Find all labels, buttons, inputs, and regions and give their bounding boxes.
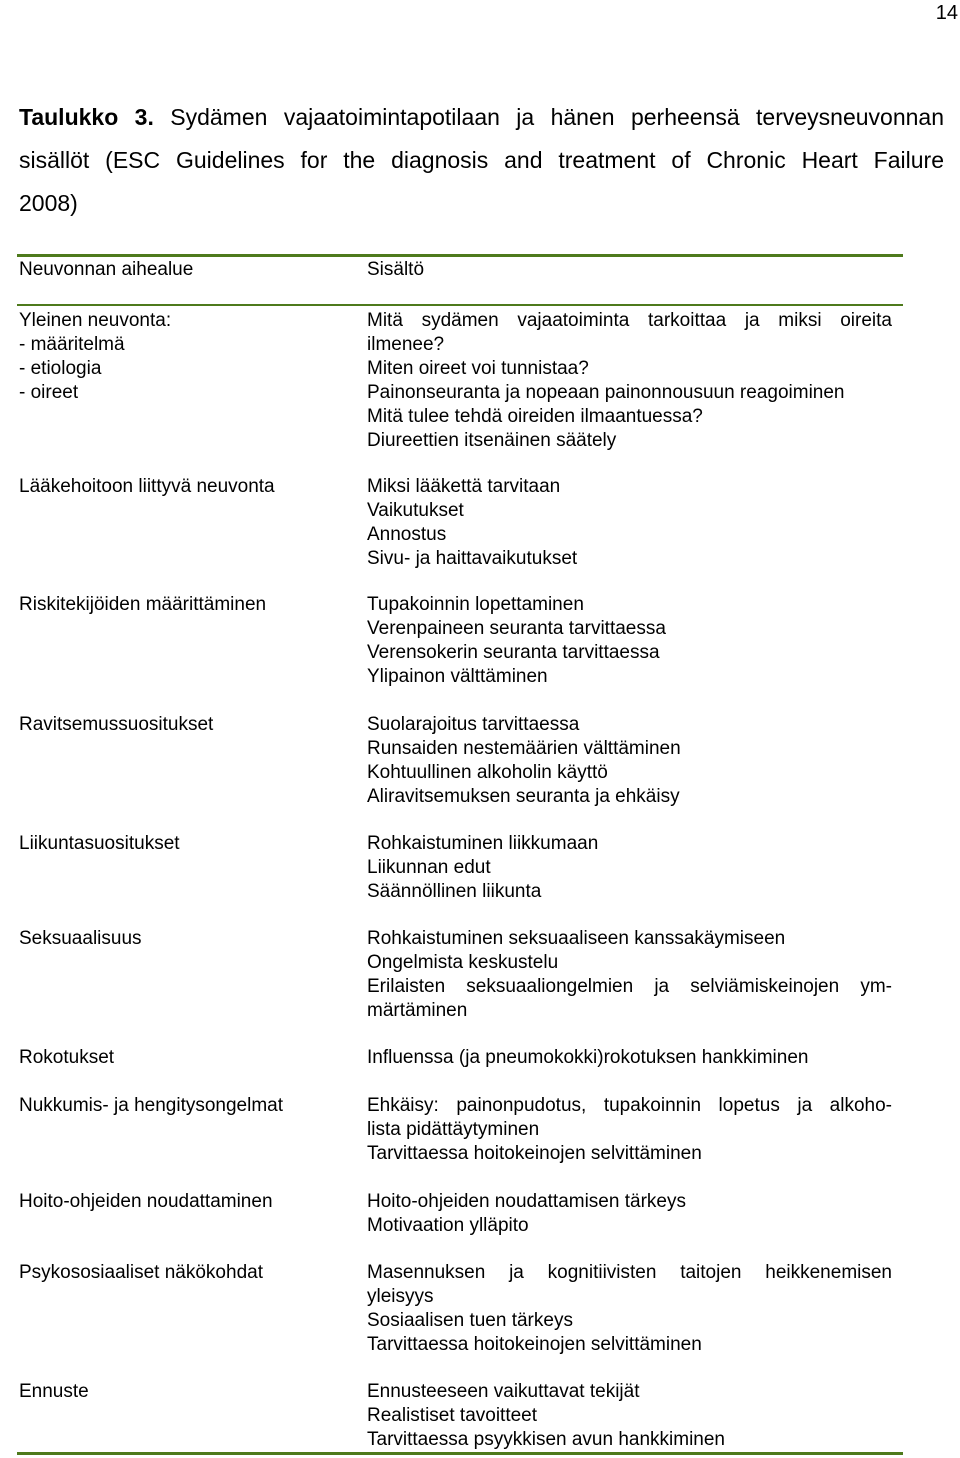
row-content [367, 713, 892, 809]
content-line: Annostus [367, 524, 447, 545]
content-line: Diureettien itsenäinen säätely [367, 430, 617, 451]
content-line: Tupakoinnin lopettaminen [367, 594, 584, 615]
row-topic [19, 1190, 349, 1214]
content-line: Säännöllinen liikunta [367, 881, 542, 902]
row-content [367, 1190, 892, 1238]
content-line: Tarvittaessa psyykkisen avun hankkiminen [367, 1429, 726, 1450]
content-line: Vaikutukset [367, 500, 464, 521]
content-line: Kohtuullinen alkoholin käyttö [367, 762, 608, 783]
row-content [367, 309, 892, 453]
page-number: 14 [935, 2, 958, 24]
row-topic [19, 309, 349, 405]
topic-line: Seksuaalisuus [19, 928, 142, 949]
topic-line: Nukkumis- ja hengitysongelmat [19, 1095, 284, 1116]
table-caption [19, 96, 944, 182]
content-line: Verenpaineen seuranta tarvittaessa [367, 618, 666, 639]
content-line: Hoito-ohjeiden noudattamisen tärkeys [367, 1191, 686, 1212]
content-line: Liikunnan edut [367, 857, 491, 878]
topic-line: - oireet [19, 382, 79, 403]
content-line: Ongelmista keskustelu [367, 952, 559, 973]
caption-title-line3: 2008) [19, 190, 78, 216]
content-line: Erilaisten seksuaaliongelmien ja selviämiskeinojen ym- [367, 976, 892, 997]
caption-label: Taulukko 3. [19, 104, 154, 130]
content-line: Mitä sydämen vajaatoiminta tarkoittaa ja miksi oireita [367, 310, 892, 331]
content-line: lista pidättäytyminen [367, 1119, 540, 1140]
topic-line: Psykososiaaliset näkökohdat [19, 1262, 263, 1283]
row-topic [19, 593, 349, 617]
table-header-row [0, 257, 960, 303]
content-line: Sosiaalisen tuen tärkeys [367, 1310, 573, 1331]
table-bottom-rule [17, 1452, 903, 1455]
content-line: Suolarajoitus tarvittaessa [367, 714, 580, 735]
content-line: Ylipainon välttäminen [367, 666, 548, 687]
content-line: Painonseuranta ja nopeaan painonnousuun reagoiminen [367, 382, 845, 403]
topic-line: Hoito-ohjeiden noudattaminen [19, 1191, 273, 1212]
row-content [367, 927, 892, 1023]
header-topic: Neuvonnan aihealue [19, 259, 194, 280]
content-line: Verensokerin seuranta tarvittaessa [367, 642, 660, 663]
content-line: ilmenee? [367, 334, 445, 355]
topic-line: Rokotukset [19, 1047, 115, 1068]
content-line: yleisyys [367, 1286, 434, 1307]
content-line: märtäminen [367, 1000, 468, 1021]
caption-title-line1: Sydämen vajaatoimintapotilaan ja hänen perheensä terveysneuvonnan [170, 104, 945, 130]
row-topic [19, 713, 349, 737]
content-line: Aliravitsemuksen seuranta ja ehkäisy [367, 786, 680, 807]
row-content [367, 832, 892, 904]
row-content [367, 593, 892, 689]
content-line: Ennusteeseen vaikuttavat tekijät [367, 1381, 640, 1402]
row-topic [19, 1261, 349, 1285]
row-content [367, 1380, 892, 1452]
row-content [367, 1094, 892, 1166]
row-topic [19, 1046, 349, 1070]
topic-line: Riskitekijöiden määrittäminen [19, 594, 267, 615]
row-content [367, 475, 892, 571]
row-content [367, 1046, 892, 1070]
content-line: Tarvittaessa hoitokeinojen selvittäminen [367, 1334, 702, 1355]
content-line: Rohkaistuminen liikkumaan [367, 833, 599, 854]
content-line: Realistiset tavoitteet [367, 1405, 538, 1426]
content-line: Rohkaistuminen seksuaaliseen kanssakäymiseen [367, 928, 786, 949]
topic-line: Liikuntasuositukset [19, 833, 180, 854]
caption-title-line2: sisällöt (ESC Guidelines for the diagnosis and treatment of Chronic Heart Failure [19, 147, 944, 173]
content-line: Runsaiden nestemäärien välttäminen [367, 738, 681, 759]
content-line: Miksi lääkettä tarvitaan [367, 476, 561, 497]
content-line: Tarvittaessa hoitokeinojen selvittäminen [367, 1143, 702, 1164]
row-topic [19, 1094, 349, 1118]
content-line: Miten oireet voi tunnistaa? [367, 358, 589, 379]
content-line: Mitä tulee tehdä oireiden ilmaantuessa? [367, 406, 703, 427]
table-header-rule [17, 304, 903, 306]
row-topic [19, 927, 349, 951]
row-topic [19, 1380, 349, 1404]
content-line: Ehkäisy: painonpudotus, tupakoinnin lopetus ja alkoho- [367, 1095, 892, 1116]
row-topic [19, 475, 349, 499]
content-line: Motivaation ylläpito [367, 1215, 529, 1236]
topic-line: - määritelmä [19, 334, 125, 355]
row-topic [19, 832, 349, 856]
content-line: Masennuksen ja kognitiivisten taitojen heikkenemisen [367, 1262, 892, 1283]
topic-line: - etiologia [19, 358, 102, 379]
topic-line: Ravitsemussuositukset [19, 714, 214, 735]
row-content [367, 1261, 892, 1357]
content-line: Influenssa (ja pneumokokki)rokotuksen hankkiminen [367, 1047, 809, 1068]
topic-line: Yleinen neuvonta: [19, 310, 172, 331]
content-line: Sivu- ja haittavaikutukset [367, 548, 578, 569]
header-content: Sisältö [367, 259, 425, 280]
topic-line: Ennuste [19, 1381, 89, 1402]
topic-line: Lääkehoitoon liittyvä neuvonta [19, 476, 275, 497]
